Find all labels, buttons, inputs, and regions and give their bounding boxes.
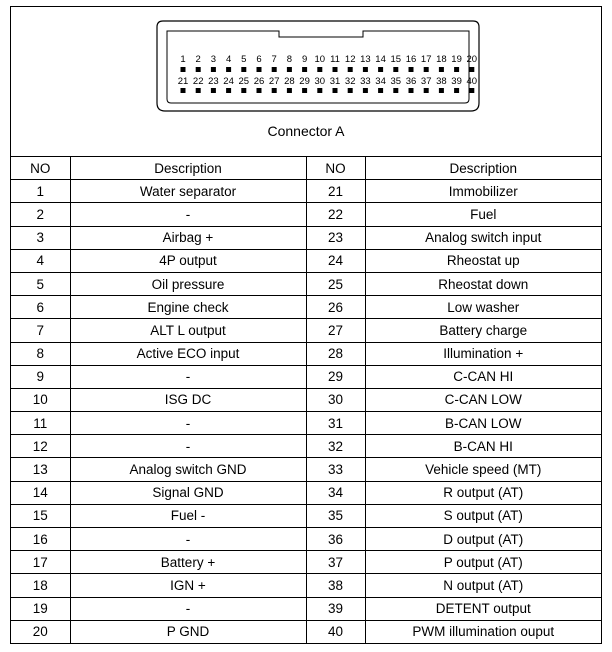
bottom-pin-contact [333, 88, 338, 93]
top-pin-contact [454, 67, 459, 72]
top-pin-contact [181, 67, 186, 72]
bottom-pin-label: 21 [177, 76, 189, 87]
pin-number-left: 12 [11, 435, 70, 458]
pin-description-right: Fuel [365, 203, 601, 226]
pin-number-right: 29 [306, 365, 365, 388]
pin-number-right: 23 [306, 226, 365, 249]
top-pin-label: 2 [195, 54, 201, 65]
pin-number-left: 15 [11, 504, 70, 527]
pin-description-left: - [70, 435, 306, 458]
top-pin-contact [333, 67, 338, 72]
pin-number-left: 16 [11, 528, 70, 551]
table-row [11, 272, 601, 295]
top-pin-label: 7 [271, 54, 277, 65]
pin-description-right: S output (AT) [365, 504, 601, 527]
pin-number-right: 26 [306, 296, 365, 319]
pin-description-right: Low washer [365, 296, 601, 319]
bottom-pin-contact [287, 88, 292, 93]
pin-number-left: 1 [11, 180, 70, 203]
top-pin-contact [348, 67, 353, 72]
bottom-pin-contact [378, 88, 383, 93]
pin-number-right: 34 [306, 481, 365, 504]
pin-description-left: - [70, 412, 306, 435]
top-pin-contact [196, 67, 201, 72]
pin-number-right: 32 [306, 435, 365, 458]
pin-description-right: Vehicle speed (MT) [365, 458, 601, 481]
top-pin-label: 10 [314, 54, 326, 65]
bottom-pin-label: 37 [420, 76, 432, 87]
pin-description-right: PWM illumination ouput [365, 620, 601, 643]
bottom-pin-contact [317, 88, 322, 93]
header-description-right: Description [365, 157, 601, 180]
top-pin-label: 12 [344, 54, 356, 65]
top-pin-label: 8 [286, 54, 293, 65]
bottom-pin-label: 38 [436, 76, 447, 87]
top-pin-contact [469, 67, 474, 72]
pin-number-left: 9 [11, 365, 70, 388]
pin-description-right: N output (AT) [365, 574, 601, 597]
pin-description-right: DETENT output [365, 597, 601, 620]
table-row [11, 365, 601, 388]
pin-description-left: Active ECO input [70, 342, 306, 365]
top-pin-contact [378, 67, 383, 72]
pin-number-left: 11 [11, 412, 70, 435]
pin-description-left: IGN + [70, 574, 306, 597]
bottom-pin-label: 23 [208, 76, 219, 87]
bottom-pin-label: 28 [284, 76, 295, 87]
bottom-pin-label: 26 [253, 76, 265, 87]
pin-number-left: 14 [11, 481, 70, 504]
pin-number-right: 31 [306, 412, 365, 435]
pin-number-right: 37 [306, 551, 365, 574]
table-row [11, 574, 601, 597]
top-pin-contact [439, 67, 444, 72]
pin-description-right: Rheostat up [365, 249, 601, 272]
bottom-pin-contact [211, 88, 216, 93]
pin-number-left: 7 [11, 319, 70, 342]
bottom-pin-contact [302, 88, 307, 93]
table-row [11, 435, 601, 458]
connector-pinout-sheet [10, 6, 602, 644]
top-pin-contact [211, 67, 216, 72]
pin-number-right: 35 [306, 504, 365, 527]
pin-description-right: Analog switch input [365, 226, 601, 249]
table-row [11, 296, 601, 319]
top-pin-contact [424, 67, 429, 72]
top-pin-label: 17 [420, 54, 432, 65]
pin-description-right: Battery charge [365, 319, 601, 342]
table-row [11, 226, 601, 249]
top-pin-contact [409, 67, 414, 72]
table-row [11, 481, 601, 504]
pin-description-right: Illumination + [365, 342, 601, 365]
pin-number-left: 2 [11, 203, 70, 226]
table-row [11, 551, 601, 574]
top-pin-contact [363, 67, 368, 72]
pin-number-left: 19 [11, 597, 70, 620]
bottom-pin-contact [409, 88, 414, 93]
top-pin-label: 14 [375, 54, 386, 65]
bottom-pin-contact [439, 88, 444, 93]
pin-number-right: 21 [306, 180, 365, 203]
bottom-pin-contact [196, 88, 201, 93]
pin-number-left: 8 [11, 342, 70, 365]
pin-number-right: 25 [306, 272, 365, 295]
pinout-table [11, 156, 601, 643]
connector-caption: Connector A [267, 123, 345, 139]
pin-number-right: 22 [306, 203, 365, 226]
pin-number-right: 33 [306, 458, 365, 481]
top-pin-contact [302, 67, 307, 72]
top-pin-contact [272, 67, 277, 72]
pin-description-right: P output (AT) [365, 551, 601, 574]
pin-description-left: Engine check [70, 296, 306, 319]
header-no-right: NO [306, 157, 365, 180]
top-pin-label: 3 [210, 54, 217, 65]
pin-number-left: 5 [11, 272, 70, 295]
pin-description-right: Rheostat down [365, 272, 601, 295]
table-header-row [11, 157, 601, 180]
top-pin-label: 15 [390, 54, 402, 65]
pin-number-left: 6 [11, 296, 70, 319]
pin-number-right: 36 [306, 528, 365, 551]
header-description-left: Description [70, 157, 306, 180]
bottom-pin-contact [272, 88, 277, 93]
top-pin-label: 9 [301, 54, 308, 65]
bottom-pin-label: 27 [268, 76, 280, 87]
top-pin-contact [226, 67, 231, 72]
bottom-pin-label: 30 [314, 76, 326, 87]
pin-description-left: - [70, 365, 306, 388]
bottom-pin-contact [257, 88, 262, 93]
top-pin-label: 18 [436, 54, 447, 65]
pin-number-left: 20 [11, 620, 70, 643]
bottom-pin-contact [469, 88, 474, 93]
pin-description-left: ALT L output [70, 319, 306, 342]
bottom-pin-label: 34 [375, 76, 386, 87]
table-row [11, 528, 601, 551]
pin-description-right: C-CAN HI [365, 365, 601, 388]
pin-description-left: Fuel - [70, 504, 306, 527]
table-row [11, 504, 601, 527]
pin-description-left: Water separator [70, 180, 306, 203]
pin-description-right: Immobilizer [365, 180, 601, 203]
pin-description-left: - [70, 597, 306, 620]
bottom-pin-contact [454, 88, 459, 93]
bottom-pin-label: 33 [360, 76, 371, 87]
pin-description-right: B-CAN HI [365, 435, 601, 458]
pin-description-left: - [70, 203, 306, 226]
pin-number-right: 28 [306, 342, 365, 365]
pin-number-left: 17 [11, 551, 70, 574]
pin-description-right: C-CAN LOW [365, 388, 601, 411]
bottom-pin-contact [181, 88, 186, 93]
pin-description-left: Analog switch GND [70, 458, 306, 481]
pin-number-right: 40 [306, 620, 365, 643]
table-row [11, 249, 601, 272]
bottom-pin-label: 35 [390, 76, 402, 87]
pin-number-left: 13 [11, 458, 70, 481]
pin-number-right: 39 [306, 597, 365, 620]
bottom-pin-label: 22 [192, 76, 204, 87]
table-row [11, 180, 601, 203]
table-row [11, 342, 601, 365]
top-pin-label: 1 [180, 54, 186, 65]
pin-description-left: P GND [70, 620, 306, 643]
pin-description-left: - [70, 528, 306, 551]
pin-description-left: Battery + [70, 551, 306, 574]
table-row [11, 319, 601, 342]
top-pin-contact [241, 67, 246, 72]
pin-description-left: ISG DC [70, 388, 306, 411]
bottom-pin-contact [226, 88, 231, 93]
bottom-pin-label: 39 [451, 76, 462, 87]
top-pin-label: 11 [330, 54, 340, 65]
table-row [11, 597, 601, 620]
pin-number-left: 3 [11, 226, 70, 249]
bottom-pin-label: 36 [405, 76, 417, 87]
pin-number-right: 38 [306, 574, 365, 597]
bottom-pin-label: 40 [466, 76, 478, 87]
bottom-pin-label: 24 [223, 76, 234, 87]
connector-diagram [11, 7, 601, 155]
bottom-pin-label: 25 [238, 76, 250, 87]
pin-number-right: 24 [306, 249, 365, 272]
top-pin-label: 20 [466, 54, 478, 65]
top-pin-label: 6 [256, 54, 262, 65]
top-pin-contact [287, 67, 292, 72]
bottom-pin-label: 31 [329, 76, 341, 87]
top-pin-contact [393, 67, 398, 72]
pin-description-right: R output (AT) [365, 481, 601, 504]
pin-description-left: Oil pressure [70, 272, 306, 295]
pin-description-left: Airbag + [70, 226, 306, 249]
pin-number-left: 10 [11, 388, 70, 411]
top-pin-contact [317, 67, 322, 72]
pin-number-right: 27 [306, 319, 365, 342]
top-pin-label: 4 [225, 54, 232, 65]
bottom-pin-label: 32 [344, 76, 356, 87]
pin-number-left: 4 [11, 249, 70, 272]
bottom-pin-contact [348, 88, 353, 93]
pin-description-right: D output (AT) [365, 528, 601, 551]
connector-outline [11, 7, 601, 123]
pin-description-left: 4P output [70, 249, 306, 272]
bottom-pin-contact [241, 88, 246, 93]
table-row [11, 388, 601, 411]
bottom-pin-contact [393, 88, 398, 93]
bottom-pin-contact [363, 88, 368, 93]
pin-number-right: 30 [306, 388, 365, 411]
bottom-pin-label: 29 [299, 76, 310, 87]
top-pin-contact [257, 67, 262, 72]
top-pin-label: 19 [451, 54, 462, 65]
table-row [11, 458, 601, 481]
top-pin-label: 16 [405, 54, 417, 65]
table-row [11, 203, 601, 226]
header-no-left: NO [11, 157, 70, 180]
pin-description-left: Signal GND [70, 481, 306, 504]
bottom-pin-contact [424, 88, 429, 93]
top-pin-label: 5 [241, 54, 247, 65]
table-row [11, 412, 601, 435]
table-row [11, 620, 601, 643]
pin-description-right: B-CAN LOW [365, 412, 601, 435]
top-pin-label: 13 [360, 54, 371, 65]
pin-number-left: 18 [11, 574, 70, 597]
